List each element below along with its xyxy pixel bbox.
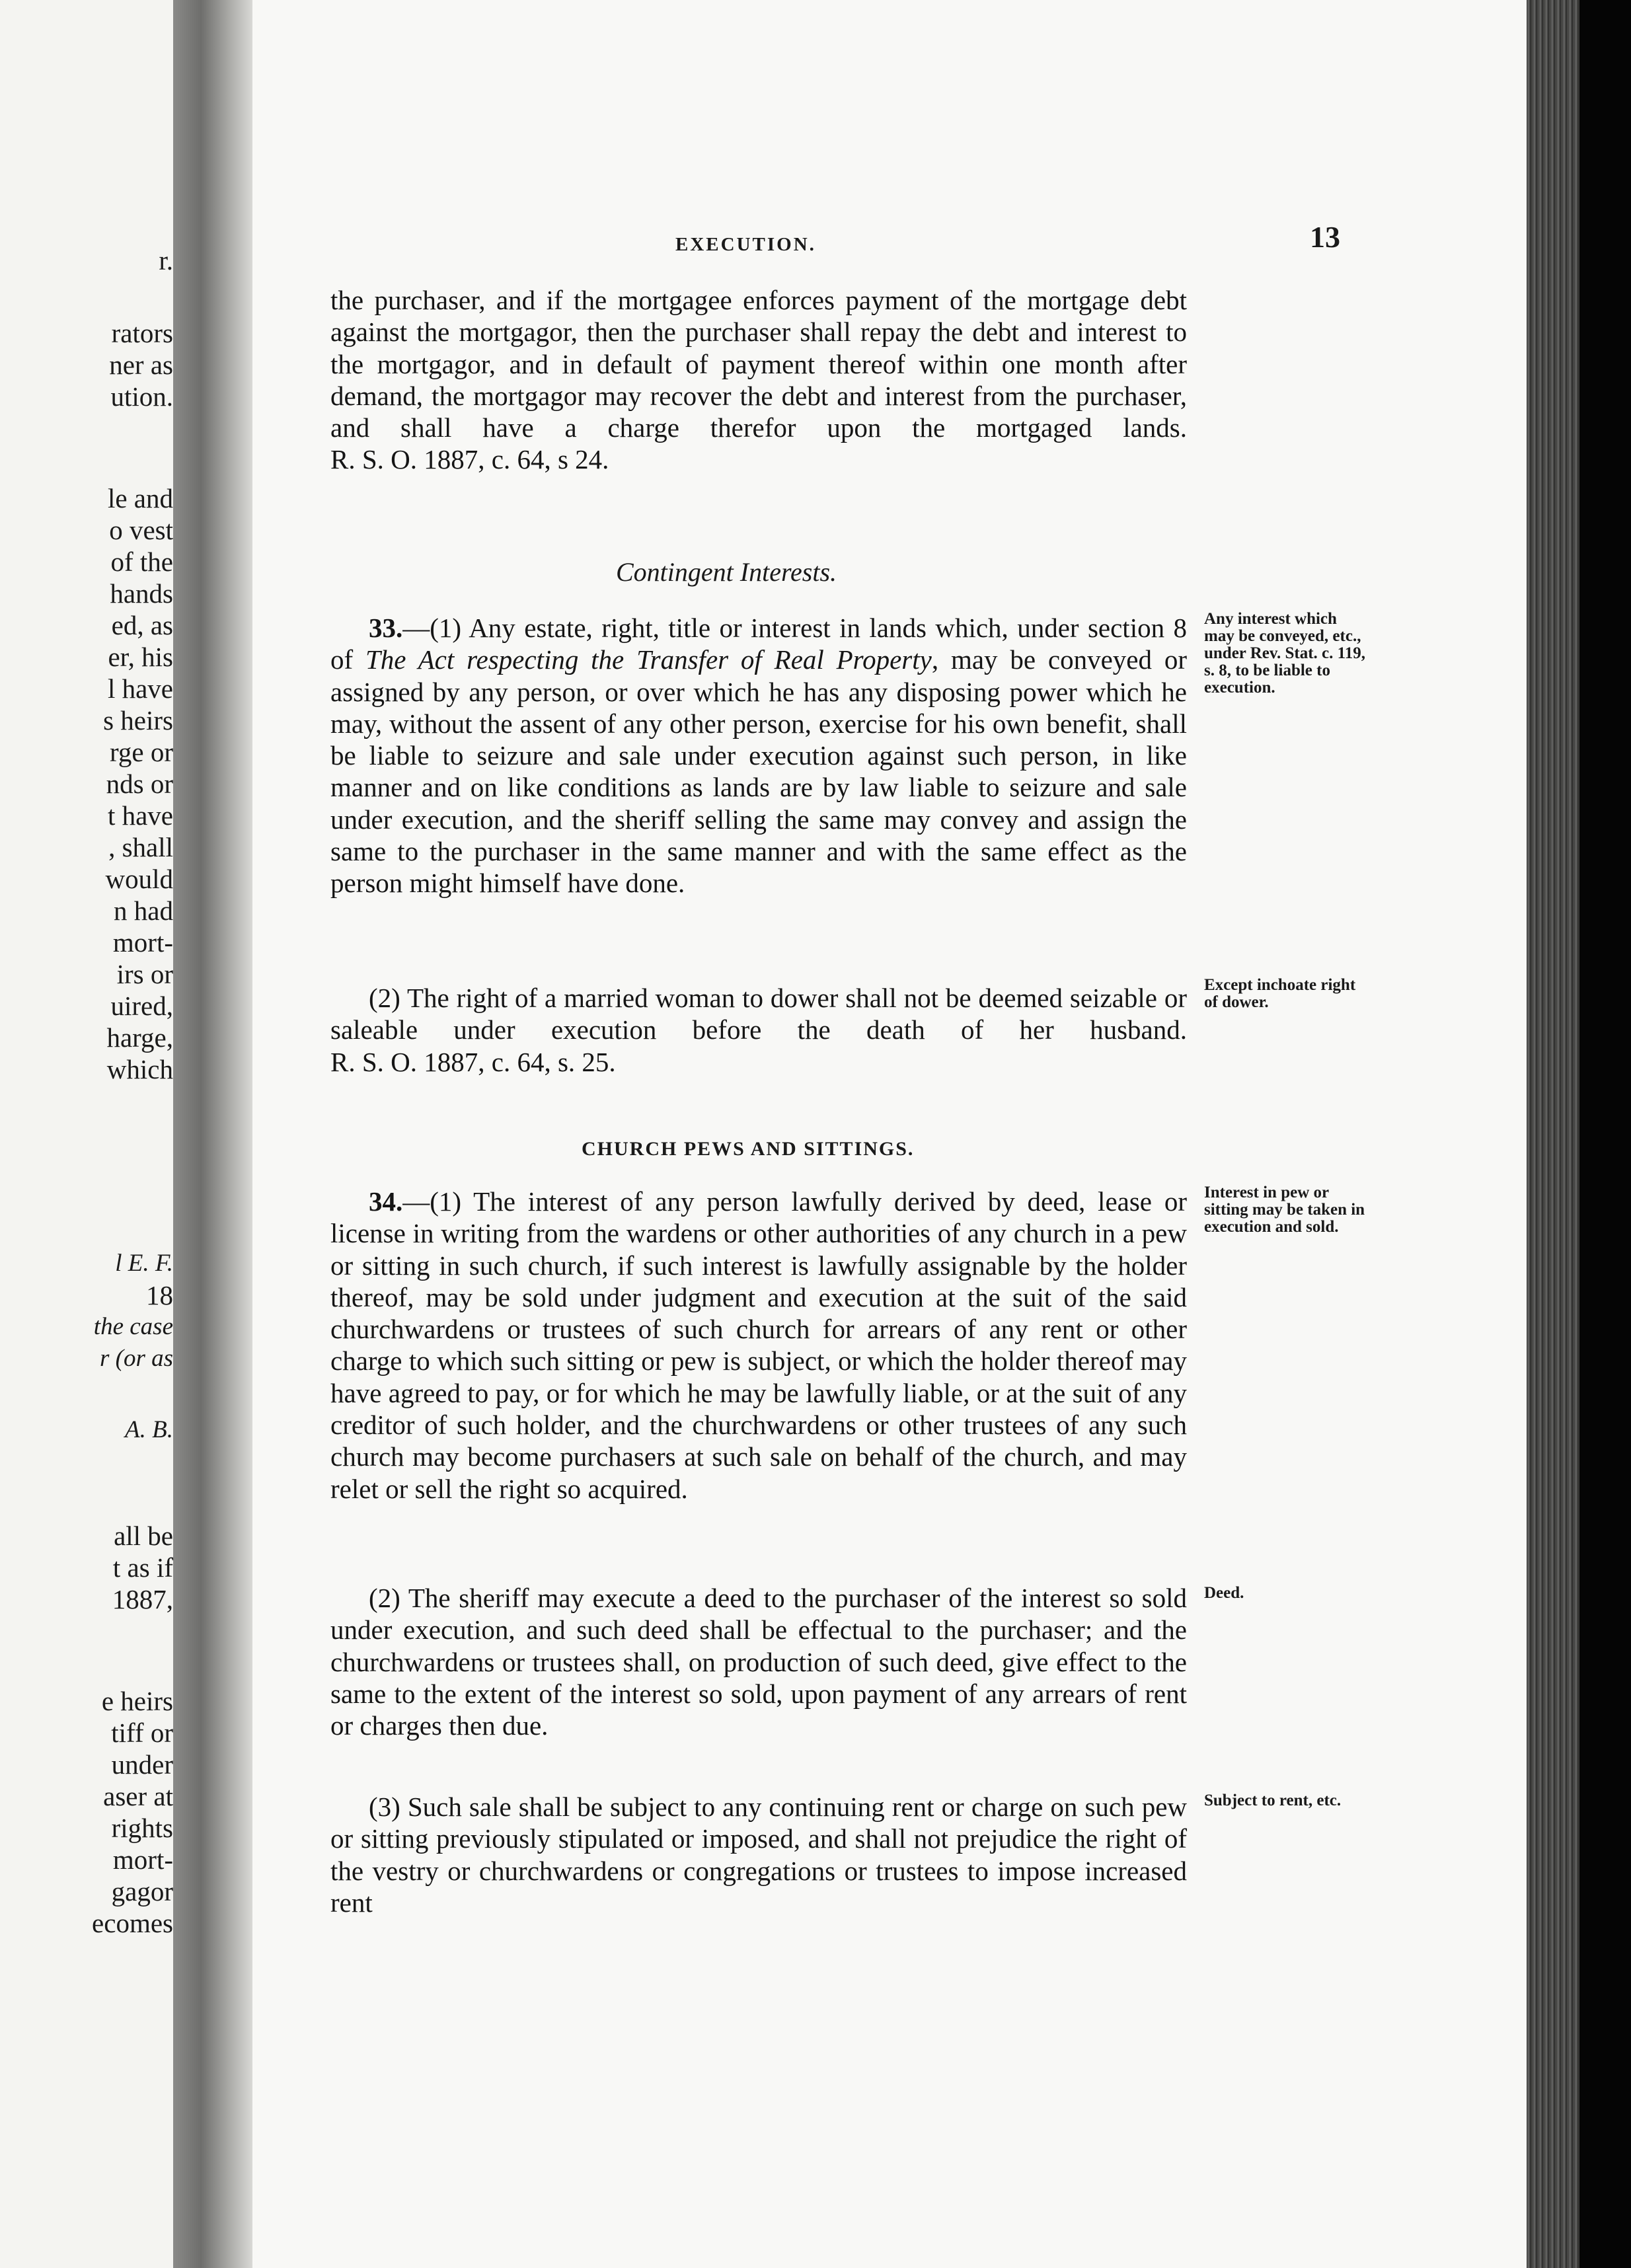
page-edge bbox=[1527, 0, 1579, 2268]
facing-line: n had bbox=[114, 895, 173, 926]
facing-line: under bbox=[111, 1749, 173, 1780]
facing-line: gagor bbox=[111, 1876, 173, 1907]
facing-line: uired, bbox=[110, 991, 173, 1021]
facing-line: of the bbox=[110, 547, 173, 577]
section-33-2-text: (2) The right of a married woman to dower shall not be deemed seizable or saleable under execution before the death of her husband. bbox=[330, 983, 1187, 1045]
facing-line: r (or as bbox=[99, 1345, 173, 1372]
facing-line: the case bbox=[93, 1313, 173, 1340]
facing-line: er, his bbox=[108, 642, 173, 672]
margin-note-33-2: Except inchoate right of dower. bbox=[1204, 976, 1356, 1011]
facing-line: hands bbox=[110, 578, 173, 609]
facing-line: harge, bbox=[106, 1022, 173, 1053]
facing-line: t have bbox=[107, 800, 173, 831]
facing-line: which bbox=[106, 1054, 173, 1084]
page-number: 13 bbox=[1310, 220, 1340, 254]
facing-line: le and bbox=[107, 483, 173, 513]
facing-line: 1887, bbox=[112, 1584, 173, 1614]
facing-line: t as if bbox=[112, 1552, 173, 1583]
section-33-1-lead: —(1) Any estate, right, title or interest in lands which, under section 8 of bbox=[330, 613, 1187, 675]
continuation-text: the purchaser, and if the mortgagee enforces payment of the mortgage debt against the mortgagor, then the purchaser shall repay the debt and interest to the mortgagor, and in default of payment thereof within one month after demand, the mortgagor may recover the debt and interest from the purchaser, and shall have a charge therefor upon the mortgaged lands. bbox=[330, 285, 1187, 443]
facing-line: aser at bbox=[103, 1781, 173, 1811]
section-34-3: (3) Such sale shall be subject to any continuing rent or charge on such pew or sitting previously stipulated or imposed, and shall not prejudice the right of the vestry or churchwardens or congregations or trustees to impose increased rent bbox=[330, 1792, 1187, 1918]
facing-line: mort- bbox=[112, 1844, 173, 1875]
facing-line: r. bbox=[159, 245, 173, 276]
book-gutter bbox=[173, 0, 252, 2268]
facing-line: l E. F. bbox=[115, 1250, 173, 1277]
margin-note-34-1: Interest in pew or sitting may be taken in execution and sold. bbox=[1204, 1184, 1365, 1236]
scan-border bbox=[1579, 0, 1631, 2268]
running-head: EXECUTION. bbox=[675, 234, 816, 255]
facing-line: ed, as bbox=[111, 610, 173, 640]
continuation-citation: R. S. O. 1887, c. 64, s 24. bbox=[330, 444, 609, 475]
heading-church-pews: CHURCH PEWS AND SITTINGS. bbox=[582, 1138, 915, 1160]
facing-line: , shall bbox=[108, 832, 173, 862]
facing-line: ecomes bbox=[92, 1908, 173, 1938]
facing-line: all be bbox=[114, 1521, 173, 1551]
margin-note-33-1: Any interest which may be conveyed, etc., under Rev. Stat. c. 119, s. 8, to be liable to execution. bbox=[1204, 610, 1365, 697]
section-34-1-text: —(1) The interest of any person lawfully derived by deed, lease or license in writing from the wardens or other authorities of any church in a pew or sitting in such church, if such interest is lawfully assignable by the holder thereof, may be sold under judgment and execution at the suit of the said churchwardens or trustees of such church for arrears of any rent or other charge to which such sitting or pew is subject, or which the holder thereof may have agreed to pay, or for which he may be lawfully liable, or at the suit of any creditor of such holder, and the churchwardens or other trustees of any such church may become purchasers at such sale on behalf of the church, and may relet or sell the right so acquired. bbox=[330, 1186, 1187, 1504]
margin-note-34-2: Deed. bbox=[1204, 1584, 1244, 1602]
facing-line: o vest bbox=[109, 515, 173, 545]
section-33-2 bbox=[330, 982, 1187, 1078]
facing-line: 18 bbox=[146, 1280, 173, 1310]
margin-note-34-3: Subject to rent, etc. bbox=[1204, 1792, 1342, 1809]
section-33-2-citation: R. S. O. 1887, c. 64, s. 25. bbox=[330, 1046, 616, 1077]
section-34-number: 34. bbox=[369, 1186, 403, 1217]
facing-line: nds or bbox=[106, 769, 173, 799]
section-34-2: (2) The sheriff may execute a deed to the purchaser of the interest so sold under execution, and such deed shall be effectual to the purchaser; and the churchwardens or trustees shall, on production of such deed, give effect to the same to the extent of the interest so sold, upon payment of any arrears of rent or charges then due. bbox=[330, 1583, 1187, 1741]
facing-line: rge or bbox=[109, 737, 173, 767]
section-33-1-rest: , may be conveyed or assigned by any person, or over which he has any disposing power which he may, without the assent of any other person, exercise for his own benefit, shall be liable to seizure and sale under execution against such person, in like manner and on like conditions as lands are by law liable to seizure and sale under execution, and the sheriff selling the same may convey and assign the same to the purchaser in the same manner and with the same effect as the person might himself have done. bbox=[330, 644, 1187, 899]
facing-line: would bbox=[105, 864, 173, 894]
facing-line: s heirs bbox=[103, 705, 173, 736]
heading-contingent-interests: Contingent Interests. bbox=[616, 557, 837, 587]
facing-page bbox=[0, 0, 173, 2268]
facing-line: ner as bbox=[109, 350, 173, 380]
section-33-1 bbox=[330, 612, 1187, 899]
facing-line: mort- bbox=[112, 927, 173, 958]
facing-line: l have bbox=[107, 673, 173, 704]
act-title: The Act respecting the Transfer of Real Property bbox=[365, 644, 932, 675]
facing-line: e heirs bbox=[101, 1686, 173, 1716]
section-33-number: 33. bbox=[369, 613, 403, 643]
facing-line: rights bbox=[111, 1813, 173, 1843]
facing-line: irs or bbox=[116, 959, 173, 989]
paragraph-continuation bbox=[330, 284, 1187, 476]
facing-line: ution. bbox=[110, 381, 173, 412]
facing-line: tiff or bbox=[111, 1718, 173, 1748]
section-34-1 bbox=[330, 1186, 1187, 1505]
facing-line: rators bbox=[111, 318, 173, 348]
facing-line: A. B. bbox=[125, 1416, 173, 1443]
